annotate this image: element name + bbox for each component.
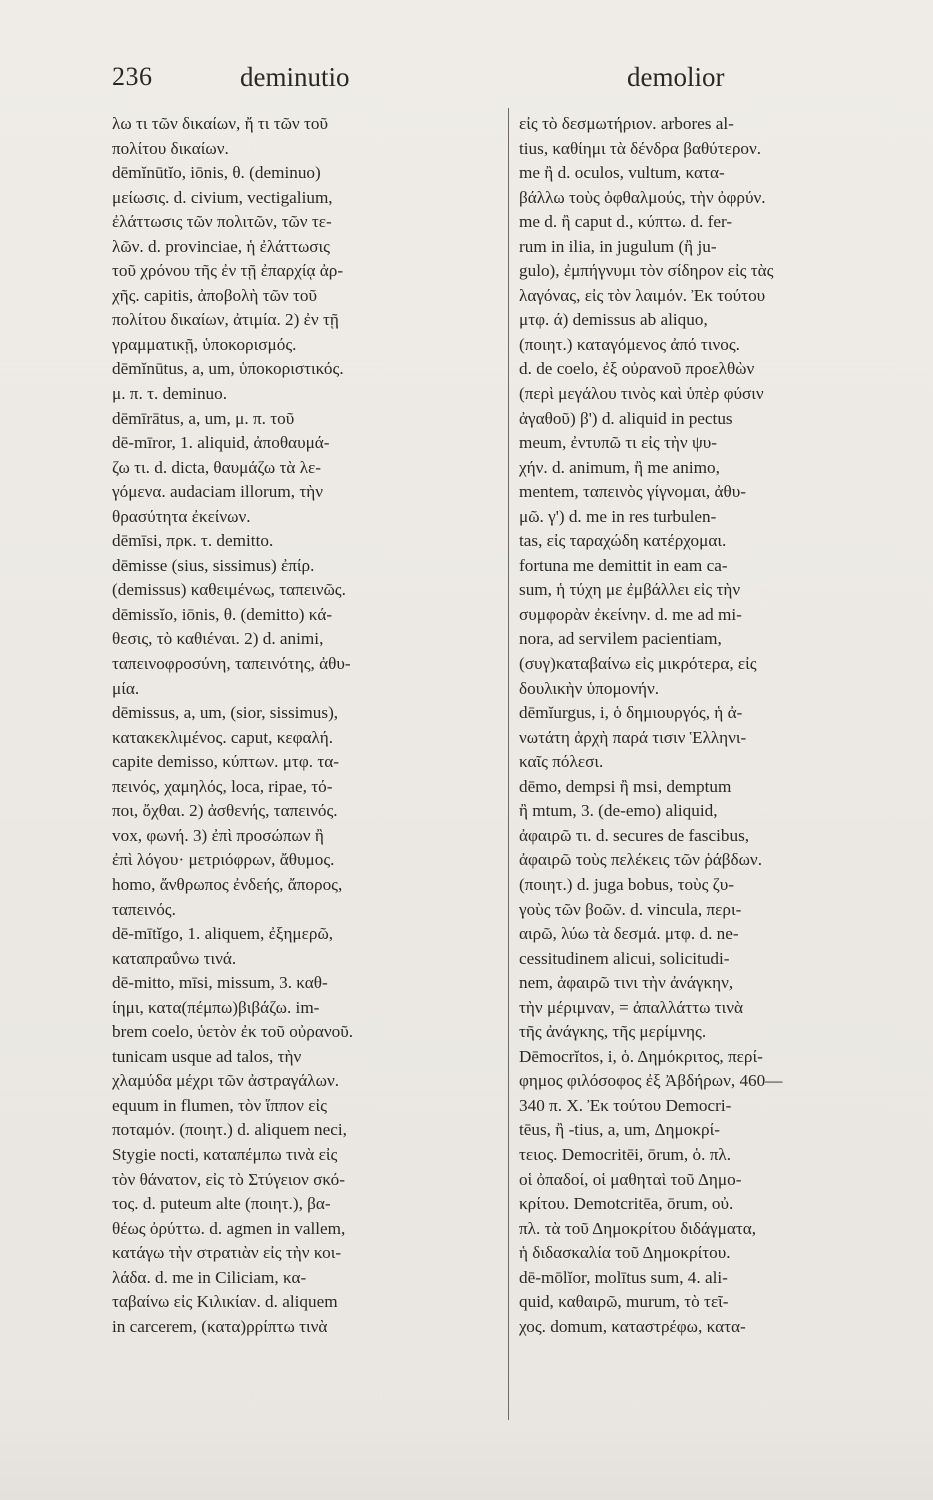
- text-line: ταπεινός.: [112, 899, 176, 919]
- text-line: (ποιητ.) καταγόμενος ἀπό τινος.: [519, 334, 740, 354]
- text-line: ταβαίνω εἰς Κιλικίαν. d. aliquem: [112, 1292, 338, 1312]
- text-line: τὴν μέριμναν, = ἀπαλλάττω τινὰ: [519, 997, 744, 1017]
- text-line: ζω τι. d. dicta, θαυμάζω τὰ λε-: [112, 457, 321, 477]
- text-line: τοῦ χρόνου τῆς ἐν τῇ ἐπαρχίᾳ ἀρ-: [112, 261, 344, 281]
- text-line: μείωσις. d. civium, vectigalium,: [112, 187, 333, 207]
- text-line: nem, ἀφαιρῶ τινι τὴν ἀνάγκην,: [519, 973, 734, 993]
- text-line: πολίτου δικαίων.: [112, 138, 229, 158]
- text-line: homo, ἄνθρωπος ἐνδεής, ἄπορος,: [112, 874, 343, 894]
- text-line: γραμματικῇ, ὑποκορισμός.: [112, 334, 297, 354]
- text-line: χλαμύδα μέχρι τῶν ἀστραγάλων.: [112, 1071, 340, 1091]
- text-line: τὸν θάνατον, εἰς τὸ Στύγειον σκό-: [112, 1169, 345, 1189]
- text-line: συμφορὰν ἐκείνην. d. me ad mi-: [519, 604, 742, 624]
- text-line: ποταμόν. (ποιητ.) d. aliquem neci,: [112, 1120, 347, 1140]
- text-line: (συγ)καταβαίνω εἰς μικρότερα, εἰς: [519, 654, 757, 674]
- text-line: ἀγαθοῦ) β') d. aliquid in pectus: [519, 408, 733, 428]
- text-line: ταπεινοφροσύνη, ταπεινότης, ἀθυ-: [112, 654, 351, 674]
- text-line: me d. ἢ caput d., κύπτω. d. fer-: [519, 212, 733, 232]
- text-line: γόμενα. audaciam illorum, τὴν: [112, 482, 324, 502]
- page-number: 236: [112, 62, 153, 91]
- text-line: λῶν. d. provinciae, ἡ ἐλάττωσις: [112, 236, 330, 256]
- right-text-column: [519, 112, 891, 1339]
- text-line: Stygie nocti, καταπέμπω τινὰ εἰς: [112, 1144, 338, 1164]
- text-line: ποι, ὄχθαι. 2) ἀσθενής, ταπεινός.: [112, 801, 338, 821]
- text-line: tas, εἰς ταραχώδη κατέρχομαι.: [519, 531, 727, 551]
- text-line: quid, καθαιρῶ, murum, τὸ τεῖ-: [519, 1292, 729, 1312]
- text-line: mentem, ταπεινὸς γίγνομαι, ἀθυ-: [519, 482, 746, 502]
- text-line: (ποιητ.) d. juga bobus, τοὺς ζυ-: [519, 874, 735, 894]
- page-bottom-margin: [0, 1420, 933, 1500]
- text-line: μτφ. ά) demissus ab aliquo,: [519, 310, 708, 330]
- text-line: τειος. Democritēi, ōrum, ὁ. πλ.: [519, 1144, 732, 1164]
- text-line: φημος φιλόσοφος ἐξ Ἀβδήρων, 460—: [519, 1071, 783, 1091]
- text-line: μία.: [112, 678, 140, 698]
- left-text-column: [112, 112, 504, 1339]
- text-line: tēus, ἢ -tius, a, um, Δημοκρί-: [519, 1120, 720, 1140]
- text-line: ἀφαιρῶ τοὺς πελέκεις τῶν ῥάβδων.: [519, 850, 763, 870]
- text-line: Dēmocrĭtos, i, ὁ. Δημόκριτος, περί-: [519, 1046, 763, 1066]
- text-line: 340 π. Χ. Ἐκ τούτου Democri-: [519, 1095, 732, 1115]
- text-line: capite demisso, κύπτων. μτφ. τα-: [112, 752, 339, 772]
- text-line: κρίτου. Demotcritēa, ōrum, οὐ.: [519, 1194, 734, 1214]
- text-line: ἐλάττωσις τῶν πολιτῶν, τῶν τε-: [112, 212, 332, 232]
- text-line: χῆς. capitis, ἀποβολὴ τῶν τοῦ: [112, 285, 318, 305]
- text-line: νωτάτη ἀρχὴ παρά τισιν Ἑλληνι-: [519, 727, 747, 747]
- text-line: fortuna me demittit in eam ca-: [519, 555, 728, 575]
- text-line: vox, φωνή. 3) ἐπὶ προσώπων ἢ: [112, 825, 324, 845]
- text-line: θεσις, τὸ καθιέναι. 2) d. animi,: [112, 629, 324, 649]
- text-line: (περὶ μεγάλου τινὸς καὶ ὑπὲρ φύσιν: [519, 384, 764, 404]
- text-line: equum in flumen, τὸν ἵππον εἰς: [112, 1095, 327, 1115]
- text-line: κατακεκλιμένος. caput, κεφαλή.: [112, 727, 333, 747]
- text-line: dē-mīror, 1. aliquid, ἀποθαυμά-: [112, 433, 330, 453]
- text-line: dēmisse (sius, sissimus) ἐπίρ.: [112, 555, 315, 575]
- text-line: λάδα. d. me in Ciliciam, κα-: [112, 1267, 307, 1287]
- text-line: λαγόνας, εἰς τὸν λαιμόν. Ἐκ τούτου: [519, 285, 766, 305]
- text-line: δουλικὴν ὑπομονήν.: [519, 678, 660, 698]
- text-line: ίημι, κατα(πέμπω)βιβάζω. im-: [112, 997, 320, 1017]
- text-line: dēmĭnūtus, a, um, ὑποκοριστικός.: [112, 359, 344, 379]
- text-line: dēmĭnūtĭo, iōnis, θ. (deminuo): [112, 163, 321, 183]
- text-line: ἢ mtum, 3. (de-emo) aliquid,: [519, 801, 718, 821]
- text-line: cessitudinem alicui, solicitudi-: [519, 948, 730, 968]
- text-line: γοὺς τῶν βοῶν. d. vincula, περι-: [519, 899, 742, 919]
- text-line: gulo), ἐμπήγνυμι τὸν σίδηρον εἰς τὰς: [519, 261, 774, 281]
- text-line: χήν. d. animum, ἢ me animo,: [519, 457, 720, 477]
- text-line: dē-mōlĭor, molītus sum, 4. ali-: [519, 1267, 728, 1287]
- text-line: ἡ διδασκαλία τοῦ Δημοκρίτου.: [519, 1243, 731, 1263]
- page-header: [112, 62, 875, 102]
- column-divider: [508, 108, 509, 1420]
- text-line: μ. π. τ. deminuo.: [112, 384, 228, 404]
- text-line: dēmo, dempsi ἢ msi, demptum: [519, 776, 732, 796]
- text-line: dēmissĭo, iōnis, θ. (demitto) κά-: [112, 604, 333, 624]
- text-line: μῶ. γ') d. me in res turbulen-: [519, 506, 717, 526]
- text-line: tius, καθίημι τὰ δένδρα βαθύτερον.: [519, 138, 762, 158]
- text-line: χος. domum, καταστρέφω, κατα-: [519, 1316, 746, 1336]
- text-line: rum in ilia, in jugulum (ἢ ju-: [519, 236, 717, 256]
- text-line: πολίτου δικαίων, ἀτιμία. 2) ἐν τῇ: [112, 310, 339, 330]
- text-line: καταπραΰνω τινά.: [112, 948, 237, 968]
- text-line: dē-mitto, mīsi, missum, 3. καθ-: [112, 973, 328, 993]
- text-line: καῖς πόλεσι.: [519, 752, 604, 772]
- text-line: dē-mītĭgo, 1. aliquem, ἐξημερῶ,: [112, 924, 334, 944]
- text-line: πλ. τὰ τοῦ Δημοκρίτου διδάγματα,: [519, 1218, 757, 1238]
- text-line: οἱ ὀπαδοί, οἱ μαθηταὶ τοῦ Δημο-: [519, 1169, 742, 1189]
- text-line: ἐπὶ λόγου· μετριόφρων, ἄθυμος.: [112, 850, 335, 870]
- text-line: τῆς ἀνάγκης, τῆς μερίμνης.: [519, 1022, 707, 1042]
- text-line: εἰς τὸ δεσμωτήριον. arbores al-: [519, 114, 734, 133]
- text-line: ἀφαιρῶ τι. d. secures de fascibus,: [519, 825, 750, 845]
- text-line: λω τι τῶν δικαίων, ἤ τι τῶν τοῦ: [112, 114, 329, 133]
- text-line: αιρῶ, λύω τὰ δεσμά. μτφ. d. ne-: [519, 924, 739, 944]
- text-line: nora, ad servilem pacientiam,: [519, 629, 722, 649]
- text-line: d. de coelo, ἐξ οὐρανοῦ προελθὼν: [519, 359, 755, 379]
- right-running-headword: demolior: [627, 62, 725, 92]
- text-line: (demissus) καθειμένως, ταπεινῶς.: [112, 580, 346, 600]
- text-line: dēmĭurgus, i, ὁ δημιουργός, ἡ ἀ-: [519, 703, 743, 723]
- text-line: dēmīsi, πρκ. τ. demitto.: [112, 531, 274, 551]
- text-line: sum, ἡ τύχη με ἐμβάλλει εἰς τὴν: [519, 580, 741, 600]
- text-line: in carcerem, (κατα)ρρίπτω τινὰ: [112, 1316, 328, 1336]
- text-line: τος. d. puteum alte (ποιητ.), βα-: [112, 1194, 331, 1214]
- text-line: βάλλω τοὺς ὀφθαλμούς, τὴν ὀφρύν.: [519, 187, 766, 207]
- text-line: πεινός, χαμηλός, loca, ripae, τό-: [112, 776, 333, 796]
- left-running-headword: deminutio: [240, 62, 350, 92]
- text-line: θρασύτητα ἐκείνων.: [112, 506, 251, 526]
- text-line: meum, ἐντυπῶ τι εἰς τὴν ψυ-: [519, 433, 717, 453]
- text-line: dēmissus, a, um, (sior, sissimus),: [112, 703, 339, 723]
- text-line: me ἢ d. oculos, vultum, κατα-: [519, 163, 725, 183]
- text-line: θέως ὀρύττω. d. agmen in vallem,: [112, 1218, 346, 1238]
- text-line: brem coelo, ὑετὸν ἐκ τοῦ οὐρανοῦ.: [112, 1022, 354, 1042]
- text-line: dēmīrātus, a, um, μ. π. τοῦ: [112, 408, 295, 428]
- text-line: tunicam usque ad talos, τὴν: [112, 1046, 302, 1066]
- text-line: κατάγω τὴν στρατιὰν εἰς τὴν κοι-: [112, 1243, 342, 1263]
